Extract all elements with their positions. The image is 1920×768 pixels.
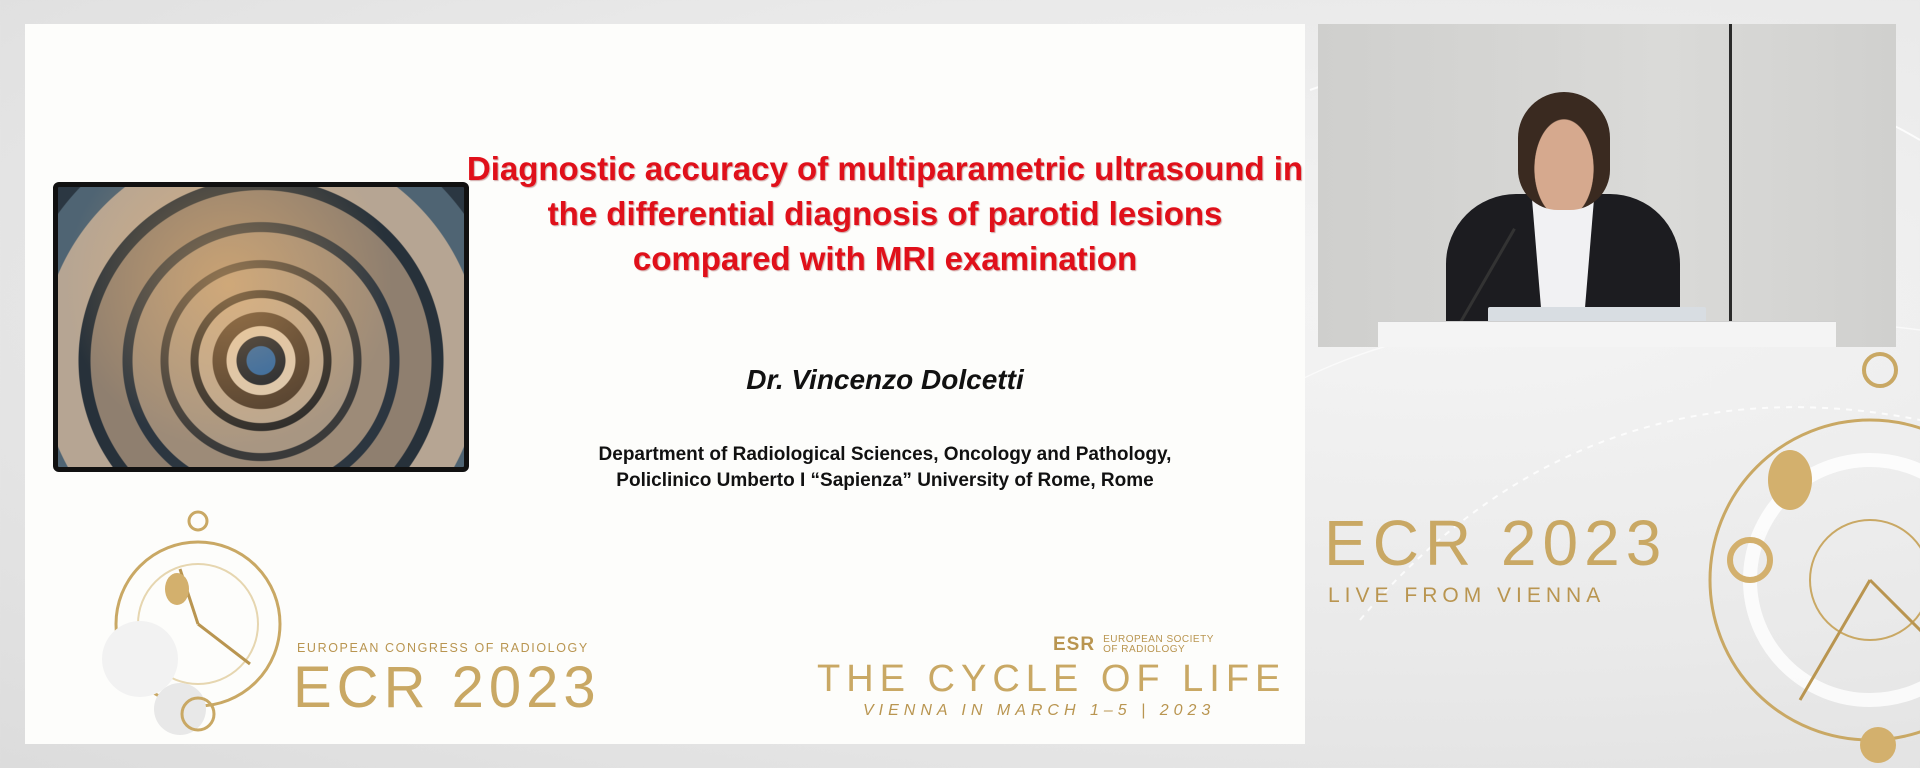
affiliation-line-1: Department of Radiological Sciences, Oncology and Pathology, xyxy=(598,444,1172,465)
vienna-dates-text: VIENNA IN MARCH 1–5 | 2023 xyxy=(863,702,1216,719)
stage-pole xyxy=(1729,24,1732,347)
ecr-brand-logo: ECR 2023 xyxy=(1324,507,1668,579)
congress-label: EUROPEAN CONGRESS OF RADIOLOGY xyxy=(297,641,589,655)
slide-author: Dr. Vincenzo Dolcetti xyxy=(746,364,1024,395)
clock-ornament-icon xyxy=(80,509,310,739)
live-from-vienna-text: LIVE FROM VIENNA xyxy=(1328,584,1606,607)
speaker-video xyxy=(1318,24,1896,347)
affiliation-line-2: Policlinico Umberto I “Sapienza” University of Rome, Rome xyxy=(616,470,1154,491)
lectern xyxy=(1378,321,1836,347)
esr-text-line-1: EUROPEAN SOCIETY xyxy=(1103,634,1214,645)
cycle-of-life-text: THE CYCLE OF LIFE xyxy=(817,658,1287,700)
esr-text xyxy=(1103,635,1214,655)
speaker-head xyxy=(1518,92,1610,210)
slide-affiliation xyxy=(465,442,1305,494)
presentation-slide xyxy=(25,24,1305,744)
esr-logo xyxy=(1053,634,1214,656)
slide-ecr-logo: ECR 2023 xyxy=(293,655,601,720)
esr-mark: ESR xyxy=(1053,634,1096,655)
slide-title: Diagnostic accuracy of multiparametric ultrasound in the differential diagnosis of parotid lesions compared with MRI examination xyxy=(466,150,1304,277)
esr-text-line-2: OF RADIOLOGY xyxy=(1103,644,1186,655)
astronomical-clock-icon xyxy=(1640,350,1920,768)
spiral-staircase-photo xyxy=(53,182,469,472)
